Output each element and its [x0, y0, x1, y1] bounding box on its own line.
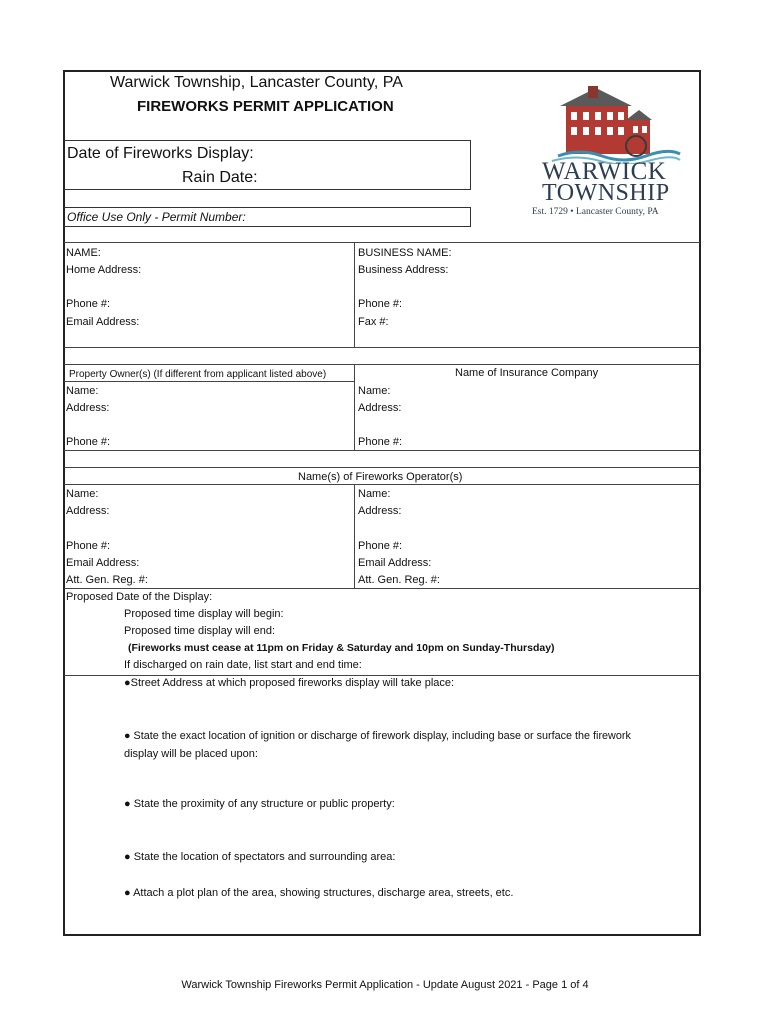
operator1-name-label[interactable]: Name: — [66, 488, 99, 500]
operators-heading: Name(s) of Fireworks Operator(s) — [298, 471, 463, 483]
ignition-location-prompt-cont: display will be placed upon: — [124, 748, 258, 760]
business-address-label[interactable]: Business Address: — [358, 264, 449, 276]
end-time-label[interactable]: Proposed time display will end: — [124, 625, 276, 637]
rule — [64, 484, 700, 485]
rule — [64, 347, 700, 348]
property-owner-heading: Property Owner(s) (If different from applicant listed above) — [69, 369, 327, 380]
street-address-prompt[interactable]: ●Street Address at which proposed fireworks display will take place: — [124, 677, 455, 689]
operator2-name-label[interactable]: Name: — [358, 488, 391, 500]
rain-date-label[interactable]: Rain Date: — [182, 169, 258, 186]
insurance-name-label[interactable]: Name: — [358, 385, 391, 397]
rain-date-time-label[interactable]: If discharged on rain date, list start and end time: — [124, 659, 362, 671]
operator1-reg-label[interactable]: Att. Gen. Reg. #: — [66, 574, 148, 586]
form-title: FIREWORKS PERMIT APPLICATION — [137, 98, 394, 115]
insurance-phone-label[interactable]: Phone #: — [358, 436, 403, 448]
applicant-address-label[interactable]: Home Address: — [66, 264, 142, 276]
rule — [64, 588, 700, 589]
rule — [64, 381, 354, 382]
spectators-prompt[interactable]: ● State the location of spectators and surrounding area: — [124, 851, 396, 863]
mill-icon — [540, 84, 685, 164]
column-divider — [354, 484, 355, 588]
rule — [64, 364, 700, 365]
township-logo — [532, 84, 685, 224]
applicant-name-label[interactable]: NAME: — [66, 247, 101, 259]
insurance-heading: Name of Insurance Company — [455, 367, 599, 379]
operator1-email-label[interactable]: Email Address: — [66, 557, 140, 569]
header-title: Warwick Township, Lancaster County, PA — [110, 74, 403, 91]
office-use-label[interactable]: Office Use Only - Permit Number: — [67, 210, 246, 224]
plot-plan-prompt[interactable]: ● Attach a plot plan of the area, showing structures, discharge area, streets, etc. — [124, 887, 514, 899]
logo-line1: WARWICK — [542, 158, 667, 185]
business-name-label[interactable]: BUSINESS NAME: — [358, 247, 452, 259]
owner-name-label[interactable]: Name: — [66, 385, 99, 397]
logo-line2: TOWNSHIP — [542, 180, 670, 206]
display-date-label[interactable]: Date of Fireworks Display: — [67, 145, 254, 162]
ignition-location-prompt[interactable]: ● State the exact location of ignition or discharge of firework display, including base or surface the firework — [124, 730, 631, 742]
insurance-address-label[interactable]: Address: — [358, 402, 402, 414]
operator1-address-label[interactable]: Address: — [66, 505, 110, 517]
logo-tagline: Est. 1729 • Lancaster County, PA — [532, 207, 659, 217]
owner-address-label[interactable]: Address: — [66, 402, 110, 414]
proximity-prompt[interactable]: ● State the proximity of any structure or public property: — [124, 798, 395, 810]
proposed-date-label[interactable]: Proposed Date of the Display: — [66, 591, 213, 603]
begin-time-label[interactable]: Proposed time display will begin: — [124, 608, 284, 620]
business-phone-label[interactable]: Phone #: — [358, 298, 403, 310]
operator2-address-label[interactable]: Address: — [358, 505, 402, 517]
page-footer: Warwick Township Fireworks Permit Application - Update August 2021 - Page 1 of 4 — [181, 979, 589, 991]
column-divider — [354, 364, 355, 450]
rule — [64, 467, 700, 468]
operator1-phone-label[interactable]: Phone #: — [66, 540, 111, 552]
applicant-phone-label[interactable]: Phone #: — [66, 298, 111, 310]
curfew-notice: (Fireworks must cease at 11pm on Friday & Saturday and 10pm on Sunday-Thursday) — [128, 642, 555, 654]
rule — [64, 242, 700, 243]
business-fax-label[interactable]: Fax #: — [358, 316, 389, 328]
operator2-email-label[interactable]: Email Address: — [358, 557, 432, 569]
rule — [64, 450, 700, 451]
operator2-phone-label[interactable]: Phone #: — [358, 540, 403, 552]
owner-phone-label[interactable]: Phone #: — [66, 436, 111, 448]
rule — [64, 675, 700, 676]
column-divider — [354, 242, 355, 347]
operator2-reg-label[interactable]: Att. Gen. Reg. #: — [358, 574, 440, 586]
applicant-email-label[interactable]: Email Address: — [66, 316, 140, 328]
